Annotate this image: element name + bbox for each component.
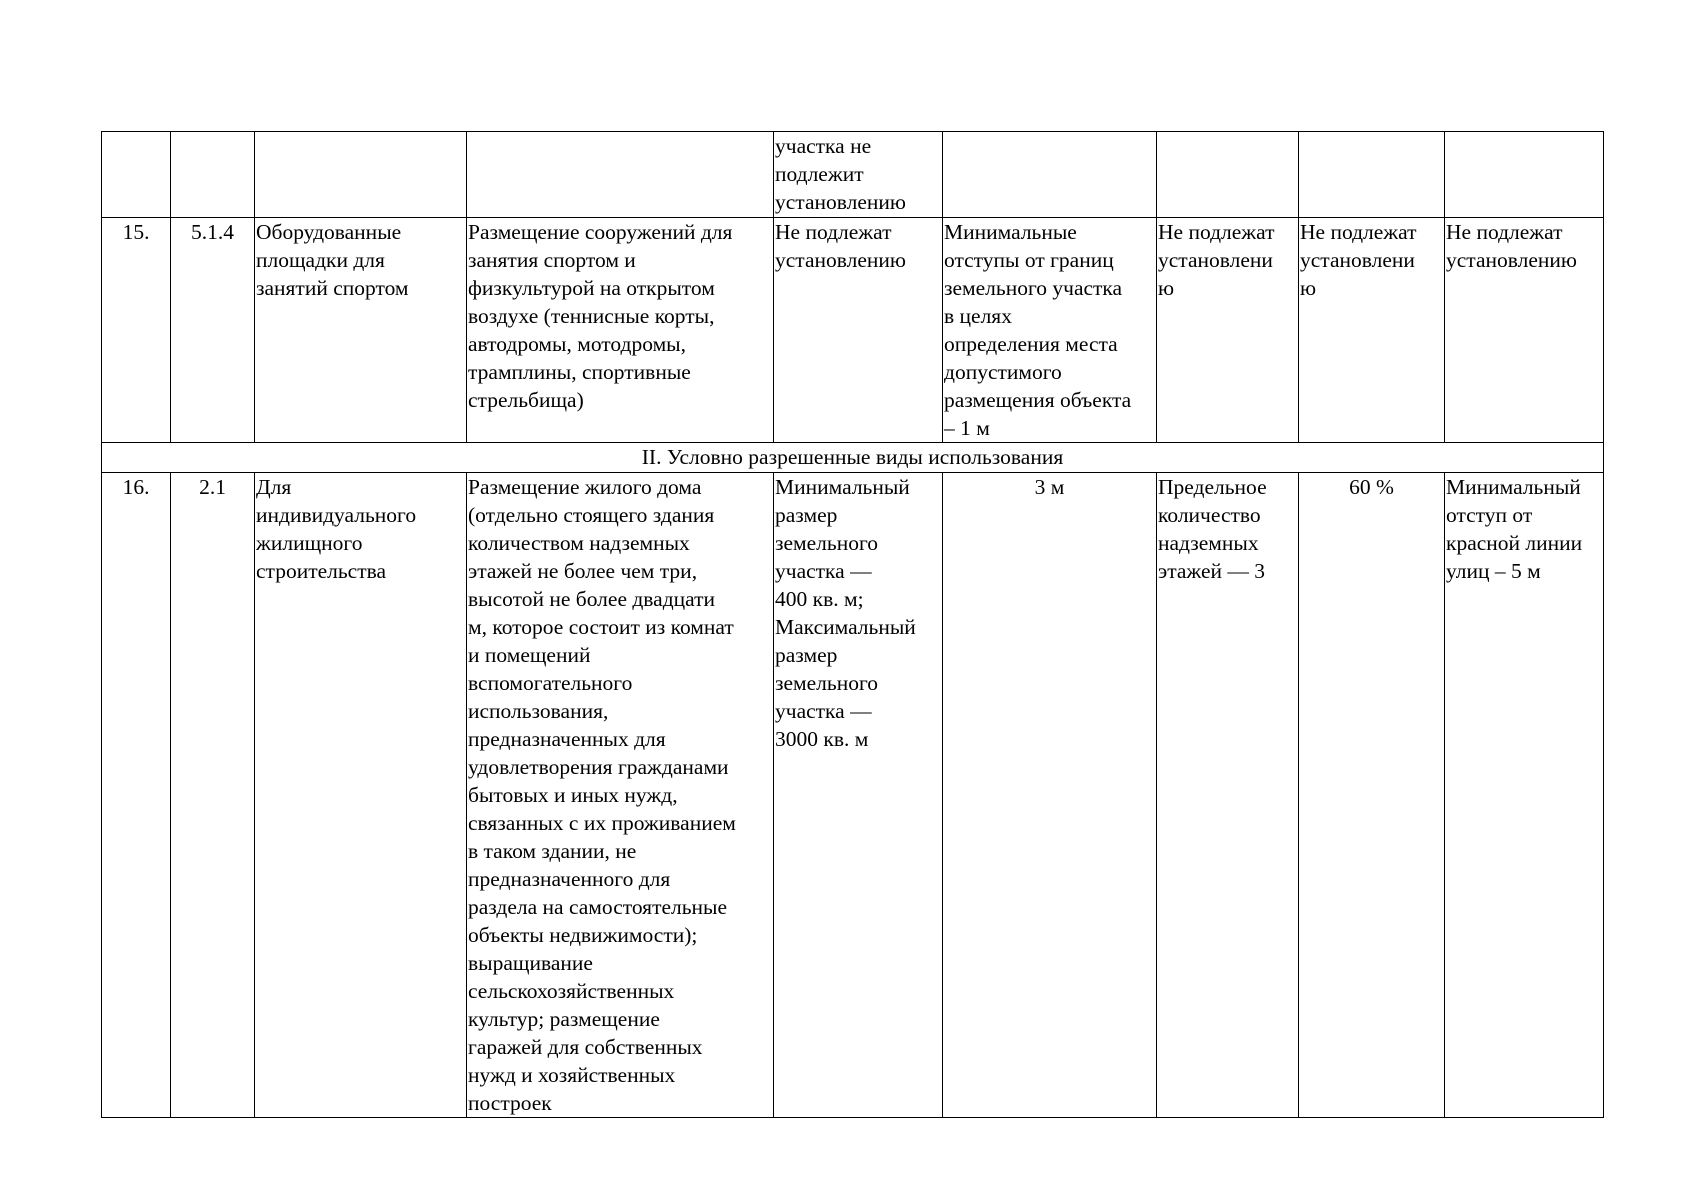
cell-row-number: 16. <box>102 473 171 1118</box>
table-row-15 <box>102 218 1604 443</box>
cell-setbacks: Минимальные отступы от границ земельного участка в целях определения места допустимого размещения объекта – 1 м <box>943 218 1157 443</box>
table-row-16 <box>102 473 1604 1118</box>
cell-floors: Не подлежат установлени ю <box>1157 218 1299 443</box>
cell-use-name: Для индивидуального жилищного строительства <box>255 473 467 1118</box>
cell-empty <box>1157 132 1299 218</box>
table-row-continuation <box>102 132 1604 218</box>
cell-empty <box>467 132 774 218</box>
cell-row-number: 15. <box>102 218 171 443</box>
cell-coverage: 60 % <box>1299 473 1445 1118</box>
cell-plot-size: Не подлежат установлению <box>774 218 943 443</box>
cell-other: Не подлежат установлению <box>1445 218 1604 443</box>
section-title: II. Условно разрешенные виды использования <box>102 443 1604 473</box>
cell-use-code: 5.1.4 <box>171 218 255 443</box>
regulations-table <box>101 131 1604 1118</box>
cell-empty <box>102 132 171 218</box>
cell-setbacks: 3 м <box>943 473 1157 1118</box>
section-header-row <box>102 443 1604 473</box>
cell-coverage: Не подлежат установлени ю <box>1299 218 1445 443</box>
cell-use-name: Оборудованные площадки для занятий спортом <box>255 218 467 443</box>
cell-use-code: 2.1 <box>171 473 255 1118</box>
cell-floors: Предельное количество надземных этажей — 3 <box>1157 473 1299 1118</box>
cell-use-description: Размещение сооружений для занятия спортом и физкультурой на открытом воздухе (теннисные корты, автодромы, мотодромы, трамплины, спортивные стрельбища) <box>467 218 774 443</box>
cell-empty <box>255 132 467 218</box>
cell-use-description: Размещение жилого дома (отдельно стоящего здания количеством надземных этажей не более чем три, высотой не более двадцати м, которое состоит из комнат и помещений вспомогательного использования, предназначенных для удовлетворения гражданами бытовых и иных нужд, связанных с их проживанием в таком здании, не предназначенного для раздела на самостоятельные объекты недвижимости); выращивание сельскохозяйственных культур; размещение гаражей для собственных нужд и хозяйственных построек <box>467 473 774 1118</box>
cell-empty <box>1299 132 1445 218</box>
cell-other: Минимальный отступ от красной линии улиц – 5 м <box>1445 473 1604 1118</box>
cell-empty <box>1445 132 1604 218</box>
cell-plot-size: участка не подлежит установлению <box>774 132 943 218</box>
cell-plot-size: Минимальный размер земельного участка — 400 кв. м; Максимальный размер земельного участка — 3000 кв. м <box>774 473 943 1118</box>
cell-empty <box>171 132 255 218</box>
cell-empty <box>943 132 1157 218</box>
